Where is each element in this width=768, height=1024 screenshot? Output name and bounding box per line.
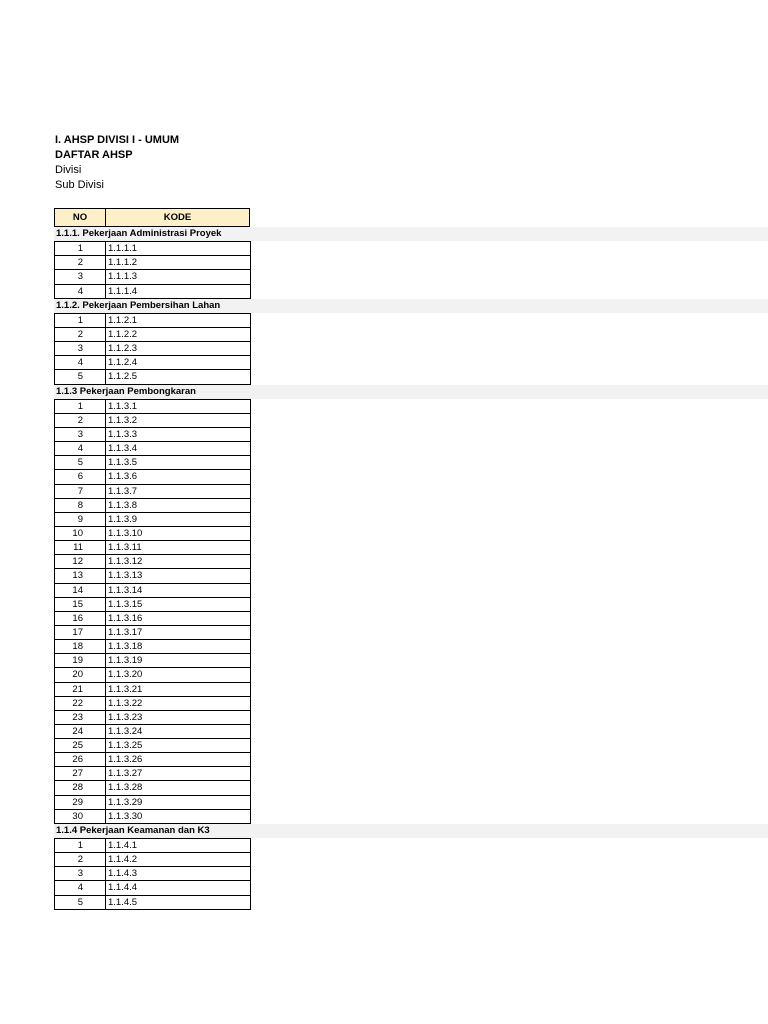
cell-no: 18: [54, 640, 106, 653]
cell-no: 14: [54, 584, 106, 597]
table-row: [54, 839, 251, 853]
cell-no: 2: [54, 256, 106, 269]
cell-kode: 1.1.3.19: [106, 654, 251, 667]
cell-no: 2: [54, 414, 106, 427]
section-rows: [54, 399, 251, 824]
table-row: [54, 612, 251, 626]
cell-kode: 1.1.4.4: [106, 881, 251, 894]
cell-kode: 1.1.3.17: [106, 626, 251, 639]
cell-kode: 1.1.2.2: [106, 328, 251, 341]
cell-no: 27: [54, 767, 106, 780]
cell-kode: 1.1.3.28: [106, 781, 251, 794]
cell-kode: 1.1.3.3: [106, 428, 251, 441]
table-row: [54, 654, 251, 668]
table-row: [54, 242, 251, 256]
section-rows: [54, 838, 251, 910]
section-rows: [54, 241, 251, 299]
table-row: [54, 683, 251, 697]
cell-kode: 1.1.3.15: [106, 598, 251, 611]
table-row: [54, 527, 251, 541]
cell-no: 7: [54, 485, 106, 498]
cell-kode: 1.1.3.5: [106, 456, 251, 469]
table-row: [54, 499, 251, 513]
cell-no: 3: [54, 867, 106, 880]
cell-no: 3: [54, 428, 106, 441]
table-row: [54, 370, 251, 384]
cell-kode: 1.1.2.5: [106, 370, 251, 383]
cell-no: 16: [54, 612, 106, 625]
table-row: [54, 697, 251, 711]
section-title: 1.1.4 Pekerjaan Keamanan dan K3: [54, 824, 768, 838]
cell-kode: 1.1.3.14: [106, 584, 251, 597]
table-row: [54, 328, 251, 342]
cell-kode: 1.1.3.30: [106, 810, 251, 823]
cell-no: 24: [54, 725, 106, 738]
table-row: [54, 598, 251, 612]
cell-no: 8: [54, 499, 106, 512]
table-row: [54, 584, 251, 598]
cell-kode: 1.1.3.9: [106, 513, 251, 526]
cell-kode: 1.1.3.8: [106, 499, 251, 512]
table-row: [54, 314, 251, 328]
cell-kode: 1.1.4.2: [106, 853, 251, 866]
table-row: [54, 513, 251, 527]
cell-no: 28: [54, 781, 106, 794]
cell-no: 3: [54, 270, 106, 283]
table-row: [54, 853, 251, 867]
cell-no: 6: [54, 470, 106, 483]
table-row: [54, 356, 251, 370]
cell-no: 13: [54, 569, 106, 582]
cell-no: 4: [54, 356, 106, 369]
cell-kode: 1.1.3.11: [106, 541, 251, 554]
table-row: [54, 270, 251, 284]
table-row: [54, 428, 251, 442]
section-title: 1.1.3 Pekerjaan Pembongkaran: [54, 385, 768, 399]
table-row: [54, 725, 251, 739]
divisi-label: Divisi: [55, 164, 82, 176]
table-row: [54, 414, 251, 428]
table-row: [54, 867, 251, 881]
cell-kode: 1.1.3.16: [106, 612, 251, 625]
cell-kode: 1.1.3.13: [106, 569, 251, 582]
cell-no: 21: [54, 683, 106, 696]
cell-kode: 1.1.3.7: [106, 485, 251, 498]
cell-kode: 1.1.3.21: [106, 683, 251, 696]
cell-no: 4: [54, 285, 106, 298]
cell-kode: 1.1.2.3: [106, 342, 251, 355]
cell-no: 25: [54, 739, 106, 752]
cell-no: 1: [54, 839, 106, 852]
cell-kode: 1.1.3.20: [106, 668, 251, 681]
cell-no: 4: [54, 442, 106, 455]
cell-no: 2: [54, 853, 106, 866]
cell-no: 29: [54, 796, 106, 809]
cell-kode: 1.1.3.27: [106, 767, 251, 780]
cell-kode: 1.1.1.3: [106, 270, 251, 283]
table-row: [54, 541, 251, 555]
cell-kode: 1.1.3.23: [106, 711, 251, 724]
cell-kode: 1.1.3.12: [106, 555, 251, 568]
cell-no: 12: [54, 555, 106, 568]
section-rows: [54, 313, 251, 385]
cell-no: 1: [54, 314, 106, 327]
table-row: [54, 400, 251, 414]
cell-kode: 1.1.3.4: [106, 442, 251, 455]
table-row: [54, 753, 251, 767]
table-row: [54, 767, 251, 781]
cell-kode: 1.1.4.5: [106, 896, 251, 909]
cell-kode: 1.1.3.22: [106, 697, 251, 710]
cell-kode: 1.1.1.4: [106, 285, 251, 298]
table-row: [54, 285, 251, 299]
table-row: [54, 781, 251, 795]
table-row: [54, 668, 251, 682]
cell-no: 5: [54, 456, 106, 469]
cell-no: 20: [54, 668, 106, 681]
table-row: [54, 456, 251, 470]
column-header-no: NO: [54, 208, 106, 227]
cell-kode: 1.1.3.6: [106, 470, 251, 483]
table-row: [54, 569, 251, 583]
cell-no: 11: [54, 541, 106, 554]
cell-kode: 1.1.3.24: [106, 725, 251, 738]
cell-no: 5: [54, 896, 106, 909]
ahsp-table: [54, 208, 768, 910]
table-row: [54, 626, 251, 640]
document-subtitle: DAFTAR AHSP: [55, 149, 133, 161]
cell-no: 23: [54, 711, 106, 724]
cell-kode: 1.1.1.1: [106, 242, 251, 255]
cell-no: 2: [54, 328, 106, 341]
cell-no: 3: [54, 342, 106, 355]
cell-no: 19: [54, 654, 106, 667]
table-row: [54, 711, 251, 725]
table-row: [54, 256, 251, 270]
cell-kode: 1.1.4.1: [106, 839, 251, 852]
document-header: [55, 133, 179, 193]
table-row: [54, 796, 251, 810]
cell-no: 1: [54, 400, 106, 413]
table-body: [54, 227, 768, 910]
table-row: [54, 555, 251, 569]
cell-no: 26: [54, 753, 106, 766]
cell-kode: 1.1.4.3: [106, 867, 251, 880]
table-row: [54, 470, 251, 484]
cell-no: 9: [54, 513, 106, 526]
table-header: [54, 208, 768, 227]
cell-no: 15: [54, 598, 106, 611]
section-title: 1.1.1. Pekerjaan Administrasi Proyek: [54, 227, 768, 241]
table-row: [54, 485, 251, 499]
section-title: 1.1.2. Pekerjaan Pembersihan Lahan: [54, 299, 768, 313]
cell-kode: 1.1.3.29: [106, 796, 251, 809]
table-row: [54, 881, 251, 895]
cell-no: 5: [54, 370, 106, 383]
table-row: [54, 810, 251, 824]
cell-kode: 1.1.3.1: [106, 400, 251, 413]
table-row: [54, 896, 251, 910]
cell-kode: 1.1.2.4: [106, 356, 251, 369]
cell-no: 10: [54, 527, 106, 540]
document-title: I. AHSP DIVISI I - UMUM: [55, 134, 180, 146]
table-row: [54, 739, 251, 753]
cell-kode: 1.1.3.2: [106, 414, 251, 427]
cell-no: 17: [54, 626, 106, 639]
cell-kode: 1.1.3.18: [106, 640, 251, 653]
subdivisi-label: Sub Divisi: [55, 179, 104, 191]
column-header-kode: KODE: [105, 208, 250, 227]
cell-kode: 1.1.1.2: [106, 256, 251, 269]
cell-kode: 1.1.2.1: [106, 314, 251, 327]
cell-no: 30: [54, 810, 106, 823]
cell-no: 22: [54, 697, 106, 710]
cell-kode: 1.1.3.26: [106, 753, 251, 766]
table-row: [54, 442, 251, 456]
cell-kode: 1.1.3.10: [106, 527, 251, 540]
cell-kode: 1.1.3.25: [106, 739, 251, 752]
table-row: [54, 640, 251, 654]
table-row: [54, 342, 251, 356]
cell-no: 4: [54, 881, 106, 894]
cell-no: 1: [54, 242, 106, 255]
